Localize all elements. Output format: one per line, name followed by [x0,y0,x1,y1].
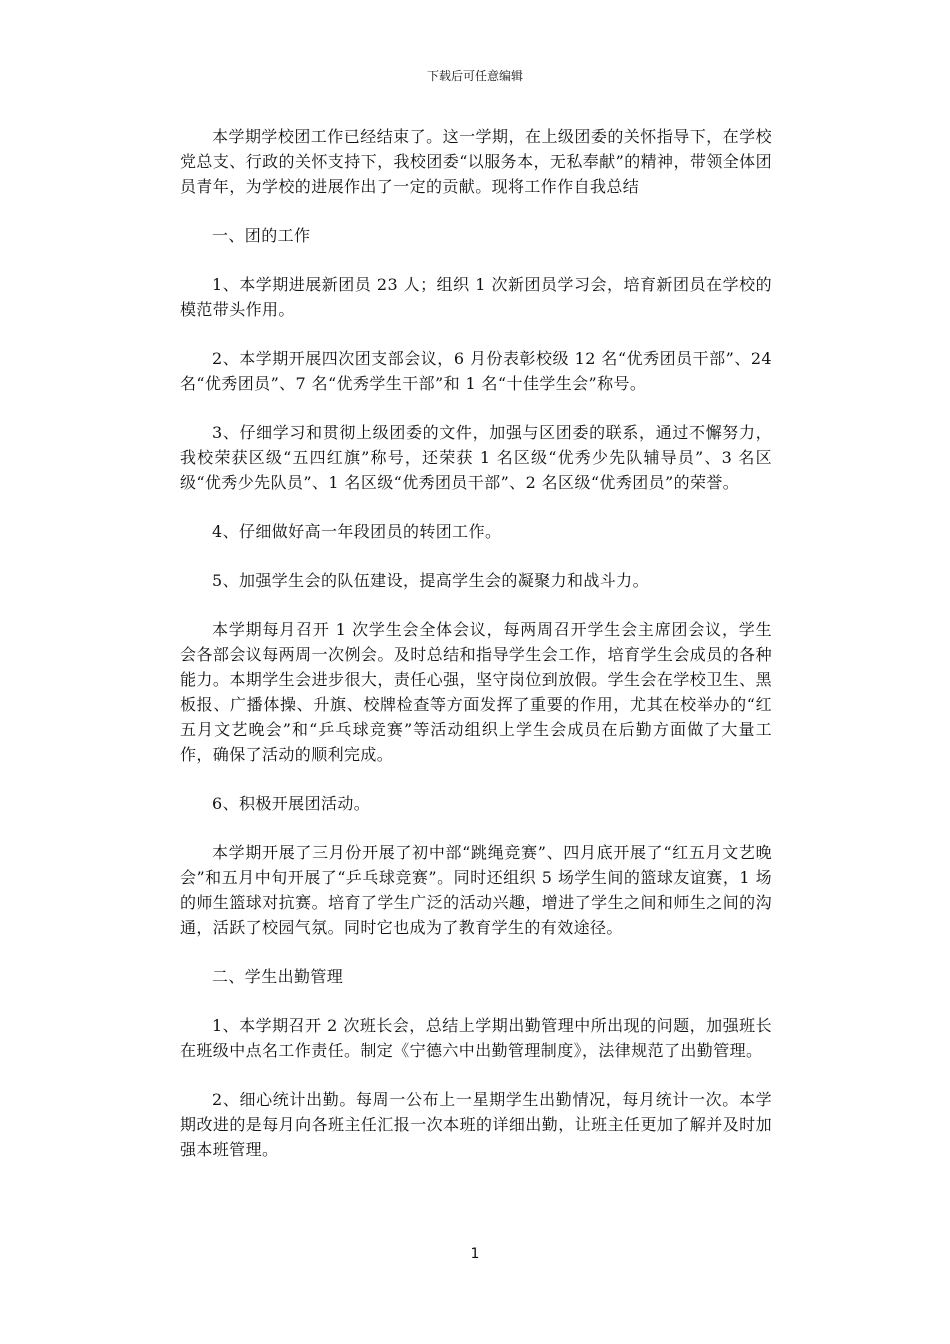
paragraph-item-1: 1、本学期进展新团员 23 人；组织 1 次新团员学习会，培育新团员在学校的模范带头作用。 [180,275,772,319]
page-number: 1 [470,1246,480,1262]
paragraph-activities: 本学期开展了三月份开展了初中部“跳绳竞赛”、四月底开展了“红五月文艺晚会”和五月中旬开展了“乒乓球竞赛”。同时还组织 5 场学生间的篮球友谊赛，1 场的师生篮球对抗赛。培育了学生广泛的活动兴趣，增进了学生之间和师生之间的沟通，活跃了校园气氛。同时它也成为了教育学生的有效途径。 [180,843,772,937]
paragraph-item-4: 4、仔细做好高一年段团员的转团工作。 [212,522,502,541]
section-heading-league-work: 一、团的工作 [212,226,311,245]
paragraph-item-2: 2、本学期开展四次团支部会议，6 月份表彰校级 12 名“优秀团员干部”、24 名“优秀团员”、7 名“优秀学生干部”和 1 名“十佳学生会”称号。 [180,349,772,393]
paragraph-item-6: 6、积极开展团活动。 [212,794,371,813]
paragraph-student-union: 本学期每月召开 1 次学生会全体会议，每两周召开学生会主席团会议，学生会各部会议每两周一次例会。及时总结和指导学生会工作，培育学生会成员的各种能力。本期学生会进步很大，责任心强，坚守岗位到放假。学生会在学校卫生、黑板报、广播体操、升旗、校牌检查等方面发挥了重要的作用，尤其在校举办的“红五月文艺晚会”和“乒乓球竞赛”等活动组织上学生会成员在后勤方面做了大量工作，确保了活动的顺利完成。 [180,620,772,764]
section-heading-attendance: 二、学生出勤管理 [212,967,344,986]
paragraph-attendance-2: 2、细心统计出勤。每周一公布上一星期学生出勤情况，每月统计一次。本学期改进的是每月向各班主任汇报一次本班的详细出勤，让班主任更加了解并及时加强本班管理。 [180,1090,772,1159]
paragraph-item-5: 5、加强学生会的队伍建设，提高学生会的凝聚力和战斗力。 [212,571,649,590]
document-body [180,124,772,1186]
header-note: 下载后可任意编辑 [426,69,523,83]
paragraph-attendance-1: 1、本学期召开 2 次班长会，总结上学期出勤管理中所出现的问题，加强班长在班级中点名工作责任。制定《宁德六中出勤管理制度》，法律规范了出勤管理。 [180,1016,772,1060]
paragraph-intro: 本学期学校团工作已经结束了。这一学期，在上级团委的关怀指导下，在学校党总支、行政的关怀支持下，我校团委“以服务本，无私奉献”的精神，带领全体团员青年，为学校的进展作出了一定的贡献。现将工作作自我总结 [180,127,772,196]
paragraph-item-3: 3、仔细学习和贯彻上级团委的文件，加强与区团委的联系，通过不懈努力，我校荣获区级“五四红旗”称号，还荣获 1 名区级“优秀少先队辅导员”、3 名区级“优秀少先队员”、1 名区级“优秀团员干部”、2 名区级“优秀团员”的荣誉。 [180,423,772,492]
